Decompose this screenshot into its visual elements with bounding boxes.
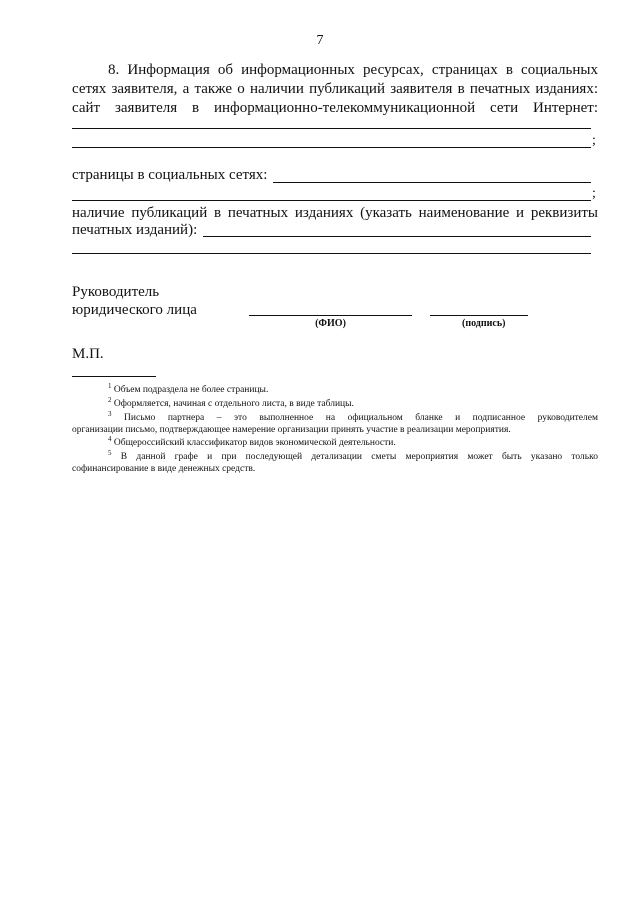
footnote-5-line-1: $^5$ В данной графе и при последующей детализации сметы мероприятия может быть указано только bbox=[108, 449, 599, 462]
fio-caption: (ФИО) bbox=[315, 318, 346, 329]
section-8-heading-line-2: сетях заявителя, а также о наличии публикаций заявителя в печатных изданиях: bbox=[72, 81, 598, 97]
print-publications-blank-line-1[interactable] bbox=[203, 236, 591, 237]
website-label: сайт заявителя в информационно-телекоммуникационной сети Интернет: bbox=[72, 100, 598, 116]
footnote-1: $^1$ Объем подраздела не более страницы. bbox=[108, 382, 269, 395]
social-pages-label: страницы в социальных сетях: bbox=[72, 167, 268, 183]
page-number: 7 bbox=[316, 33, 324, 48]
print-publications-label-line-2: печатных изданий): bbox=[72, 222, 198, 238]
social-pages-blank-line-2[interactable] bbox=[72, 200, 591, 201]
website-blank-line-2[interactable] bbox=[72, 147, 591, 148]
social-pages-blank-line-1[interactable] bbox=[273, 182, 591, 183]
footnote-3-line-2: организации письмо, подтверждающее намерение организации принять участие в реализации мероприятия. bbox=[72, 425, 511, 435]
print-publications-label-line-1: наличие публикаций в печатных изданиях (указать наименование и реквизиты bbox=[72, 205, 598, 221]
footnote-3-line-1: $^3$ Письмо партнера – это выполненное на официальном бланке и подписанное руководителем bbox=[108, 410, 598, 423]
stamp-placeholder-label: М.П. bbox=[72, 346, 104, 362]
signature-title-line-1: Руководитель bbox=[72, 284, 160, 300]
social-pages-semicolon: ; bbox=[592, 186, 596, 201]
website-blank-line-1[interactable] bbox=[72, 128, 591, 129]
footnote-4: $^4$ Общероссийский классификатор видов экономической деятельности. bbox=[108, 435, 396, 448]
fio-blank-line[interactable] bbox=[249, 315, 412, 316]
website-semicolon: ; bbox=[592, 133, 596, 148]
footnote-5-line-2: софинансирование в виде денежных средств. bbox=[72, 464, 256, 474]
print-publications-blank-line-2[interactable] bbox=[72, 253, 591, 254]
signature-title-line-2: юридического лица bbox=[72, 302, 197, 318]
footnote-separator bbox=[72, 376, 156, 377]
section-8-heading-line-1: 8. Информация об информационных ресурсах, страницах в социальных bbox=[108, 62, 598, 78]
footnote-2: $^2$ Оформляется, начиная с отдельного листа, в виде таблицы. bbox=[108, 396, 354, 409]
signature-caption: (подпись) bbox=[462, 318, 506, 329]
signature-blank-line[interactable] bbox=[430, 315, 528, 316]
